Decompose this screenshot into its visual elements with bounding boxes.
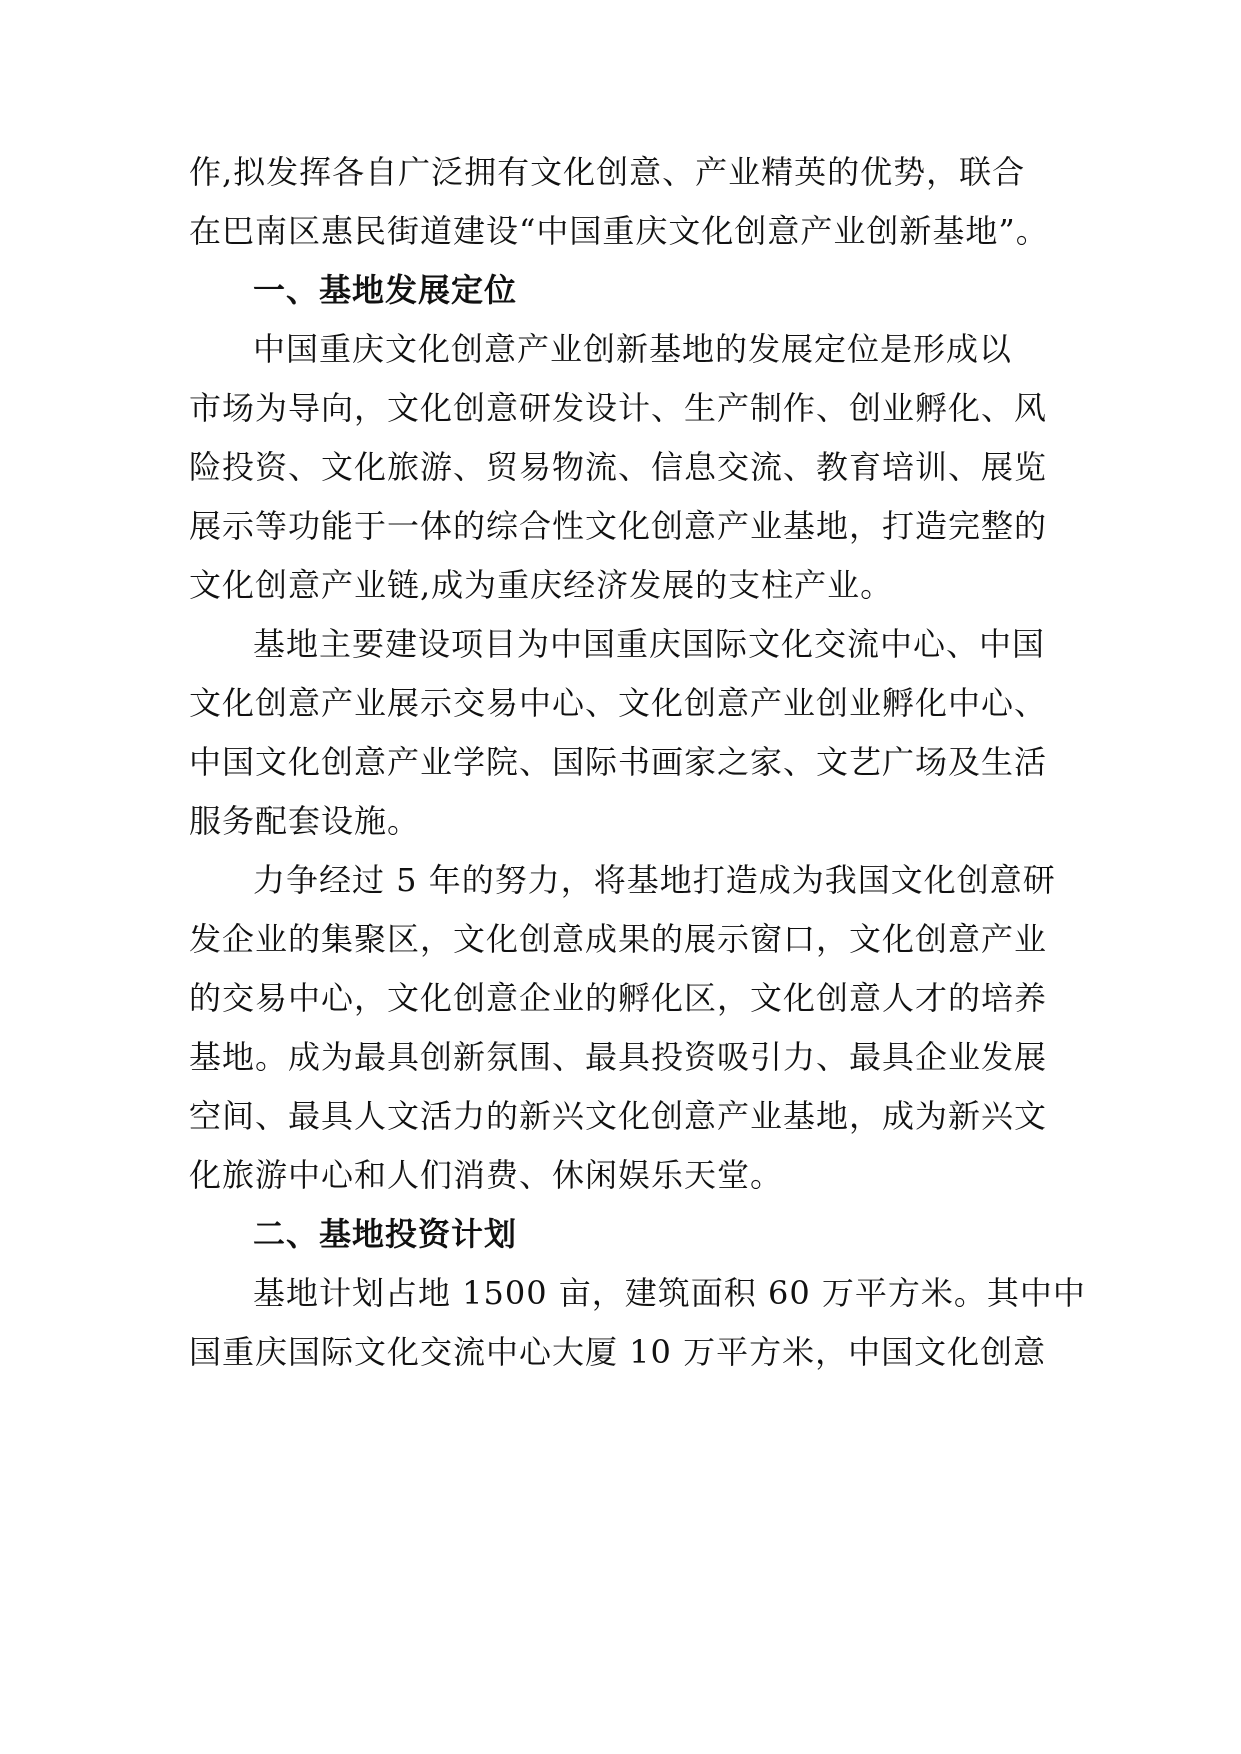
text-line: 市场为导向，文化创意研发设计、生产制作、创业孵化、风 [189, 389, 1048, 427]
text-line: 中国重庆文化创意产业创新基地的发展定位是形成以 [253, 330, 1013, 368]
text-line: 基地。成为最具创新氛围、最具投资吸引力、最具企业发展 [189, 1038, 1048, 1076]
text-line: 基地计划占地 1500 亩，建筑面积 60 万平方米。其中中 [253, 1274, 1086, 1312]
text-line: 在巴南区惠民街道建设“中国重庆文化创意产业创新基地”。 [189, 212, 1049, 250]
text-line: 作,拟发挥各自广泛拥有文化创意、产业精英的优势，联合 [189, 153, 1026, 191]
text-line: 展示等功能于一体的综合性文化创意产业基地，打造完整的 [189, 507, 1048, 545]
text-line: 空间、最具人文活力的新兴文化创意产业基地，成为新兴文 [189, 1097, 1048, 1135]
text-line: 险投资、文化旅游、贸易物流、信息交流、教育培训、展览 [189, 448, 1048, 486]
text-line: 化旅游中心和人们消费、休闲娱乐天堂。 [189, 1156, 784, 1194]
text-line: 文化创意产业链,成为重庆经济发展的支柱产业。 [189, 566, 894, 604]
text-line: 文化创意产业展示交易中心、文化创意产业创业孵化中心、 [189, 684, 1048, 722]
text-line: 发企业的集聚区，文化创意成果的展示窗口，文化创意产业 [189, 920, 1048, 958]
text-line: 中国文化创意产业学院、国际书画家之家、文艺广场及生活 [189, 743, 1048, 781]
text-line: 基地主要建设项目为中国重庆国际文化交流中心、中国 [253, 625, 1046, 663]
section-heading: 二、基地投资计划 [253, 1215, 518, 1253]
text-line: 力争经过 5 年的努力，将基地打造成为我国文化创意研 [253, 861, 1056, 899]
text-line: 服务配套设施。 [189, 802, 421, 840]
text-line: 的交易中心，文化创意企业的孵化区，文化创意人才的培养 [189, 979, 1048, 1017]
text-line: 国重庆国际文化交流中心大厦 10 万平方米，中国文化创意 [189, 1333, 1047, 1371]
section-heading: 一、基地发展定位 [253, 271, 518, 309]
